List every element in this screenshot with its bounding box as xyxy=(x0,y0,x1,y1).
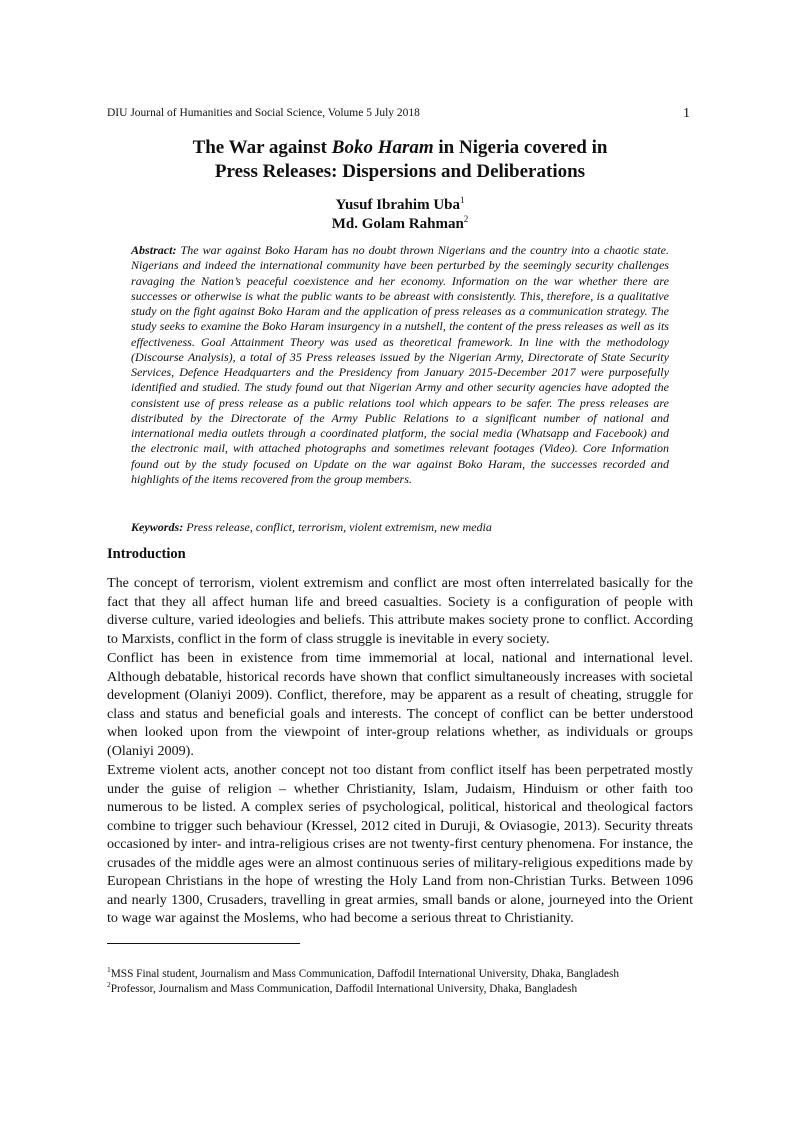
author-list xyxy=(107,196,693,234)
author-footnote-mark: 2 xyxy=(463,214,469,224)
keywords xyxy=(131,520,669,535)
footnote-text: MSS Final student, Journalism and Mass Communication, Daffodil International University, Dhaka, Bangladesh xyxy=(110,968,620,980)
paper-title xyxy=(107,136,693,184)
title-italic: Boko Haram xyxy=(331,137,434,158)
author xyxy=(107,196,693,215)
author-name: Yusuf Ibrahim Uba xyxy=(335,197,460,213)
body-paragraph: Extreme violent acts, another concept not too distant from conflict itself has been perpetrated mostly under the guise of religion – whether Christianity, Islam, Judaism, Hinduism or other faith too numerous to be listed. A complex series of psychological, political, historical and theological factors combine to trigger such behaviour (Kressel, 2012 cited in Duruji, & Oviasogie, 2013). Security threats occasioned by inter- and intra-religious crises are not twenty-first century phenomena. For instance, the crusades of the middle ages were an almost continuous series of military-religious expeditions made by European Christians in the hope of wresting the Holy Land from non-Christian Turks. Between 1096 and nearly 1300, Crusaders, travelling in great armies, small bands or alone, journeyed into the Orient to wage war against the Moslems, who had become a serious threat to Christianity. xyxy=(107,762,693,926)
section-heading: Introduction xyxy=(107,546,186,562)
body-paragraph: The concept of terrorism, violent extremism and conflict are most often interrelated basically for the fact that they all affect human life and breed casualties. Society is a configuration of people with diverse culture, varied ideologies and beliefs. This attribute makes society prone to conflict. According to Marxists, conflict in the form of class struggle is inevitable in every society. xyxy=(107,575,693,647)
keywords-label: Keywords: xyxy=(131,520,184,534)
footnote-divider xyxy=(107,943,300,944)
author-footnote-mark: 1 xyxy=(460,195,465,205)
author xyxy=(107,215,693,234)
abstract xyxy=(131,243,669,487)
page-number: 1 xyxy=(683,106,690,121)
keywords-text: Press release, conflict, terrorism, violent extremism, new media xyxy=(186,520,492,534)
title-part-1: The War against xyxy=(192,137,332,158)
footnote-text: Professor, Journalism and Mass Communication, Daffodil International University, Dhaka, Bangladesh xyxy=(110,983,578,995)
footnote xyxy=(107,980,693,996)
title-part-2: in Nigeria covered in xyxy=(433,137,608,158)
author-name: Md. Golam Rahman xyxy=(331,216,464,232)
running-head: DIU Journal of Humanities and Social Science, Volume 5 July 2018 xyxy=(107,107,420,119)
footnote-mark: 2 xyxy=(107,980,111,990)
footnote-mark: 1 xyxy=(107,965,111,975)
footnote xyxy=(107,965,693,981)
abstract-text: The war against Boko Haram has no doubt thrown Nigerians and the country into a chaotic state. Nigerians and indeed the international community have been perturbed by the seemingly security challenges ravaging the Nation’s peaceful coexistence and her economy. Information on the war whether there are successes or otherwise is what the public wants to be abreast with consistently. This, therefore, is a qualitative study on the fight against Boko Haram and the application of press releases as a communication strategy. The study seeks to examine the Boko Haram insurgency in a nutshell, the content of the press releases as well as its effectiveness. Goal Attainment Theory was used as theoretical framework. In line with the methodology (Discourse Analysis), a total of 35 Press releases issued by the Nigerian Army, Directorate of State Security Services, Defence Headquarters and the Presidency from January 2015-December 2017 were purposefully identified and studied. The study found out that Nigerian Army and other security agencies have adopted the consistent use of press release as a public relations tool which appears to be safer. The press releases are distributed by the Directorate of the Army Public Relations to a significant number of national and international media outlets through a coordinated platform, the social media (Whatsapp and Facebook) and the electronic mail, with attached photographs and sometimes relevant footages (Video). Core Information found out by the study focused on Update on the war against Boko Haram, the successes recorded and highlights of the items recovered from the group members. xyxy=(131,243,670,486)
body-paragraph: Conflict has been in existence from time immemorial at local, national and international level. Although debatable, historical records have shown that conflict simultaneously increases with societal development (Olaniyi 2009). Conflict, therefore, may be apparent as a result of cheating, struggle for class and status and beneficial goals and interests. The concept of conflict can be better understood when looked upon from the viewpoint of inter-group relations whether, as individuals or groups (Olaniyi 2009). xyxy=(107,650,693,759)
title-line-2: Press Releases: Dispersions and Deliberations xyxy=(214,161,586,182)
abstract-label: Abstract: xyxy=(131,243,177,257)
